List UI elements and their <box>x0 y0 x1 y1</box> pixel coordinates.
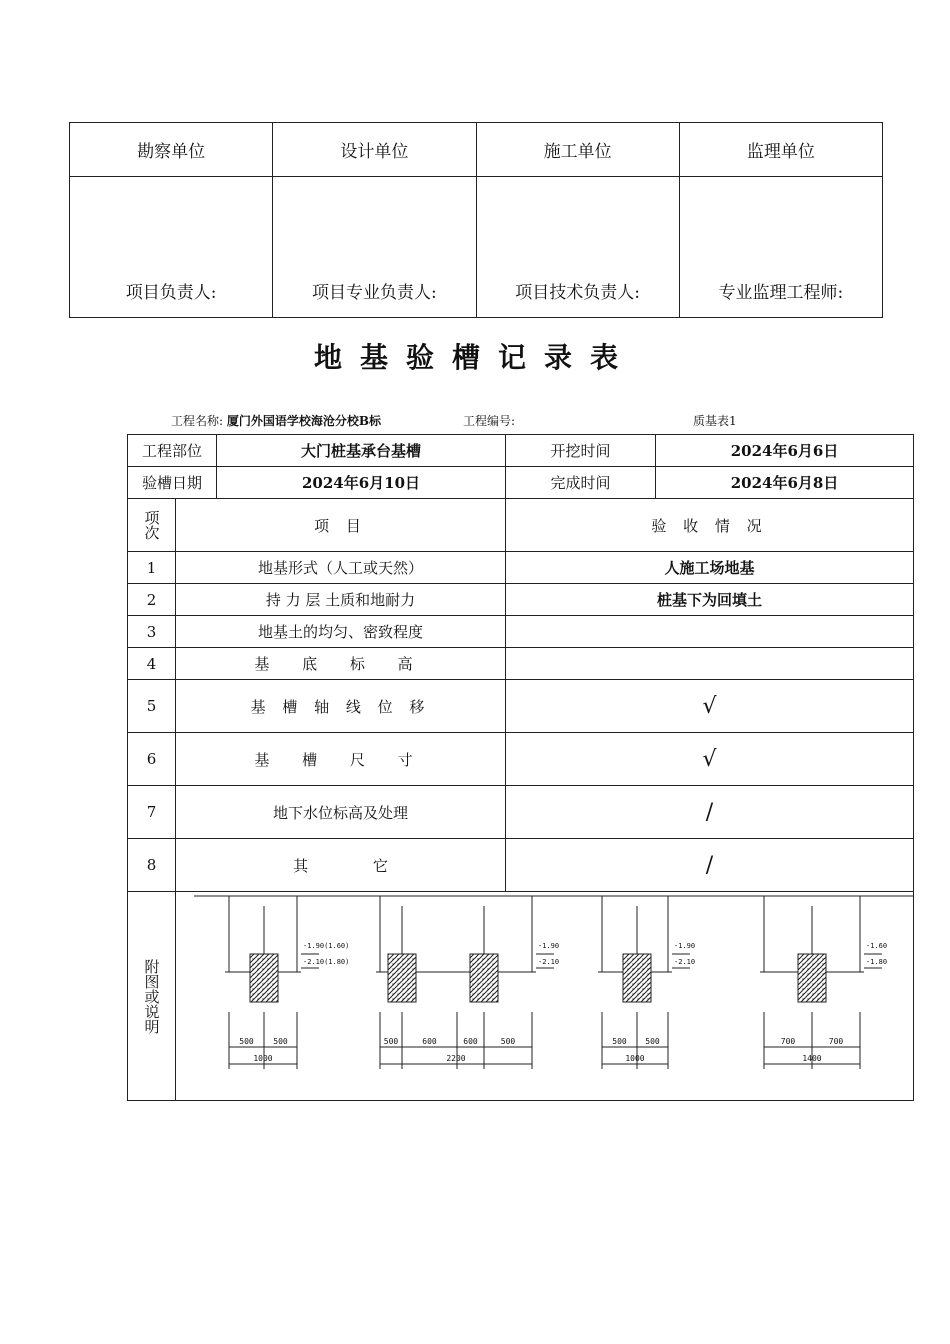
role-tech-leader: 项目技术负责人: <box>476 177 679 318</box>
dim-label: 600 <box>463 1037 478 1046</box>
inspection-table <box>127 434 914 1101</box>
unit-supervision: 监理单位 <box>679 123 882 177</box>
level-mark: -2.10(1.80) <box>303 958 350 966</box>
row-item: 基 槽 轴 线 位 移 <box>176 680 506 733</box>
dim-label: 500 <box>239 1037 254 1046</box>
attach-label: 附图或说明 <box>128 892 176 1101</box>
row-result: √ <box>506 680 914 733</box>
value-location: 大门桩基承台基槽 <box>217 435 506 467</box>
row-item: 地基形式（人工或天然） <box>176 552 506 584</box>
pile <box>798 954 826 1002</box>
pile <box>250 954 278 1002</box>
row-result: √ <box>506 733 914 786</box>
total-dim-label: 1000 <box>625 1054 645 1063</box>
unit-construction: 施工单位 <box>476 123 679 177</box>
dim-label: 500 <box>500 1037 516 1046</box>
project-name-line <box>171 412 381 429</box>
pile <box>623 954 651 1002</box>
label-inspect-date: 验槽日期 <box>128 467 217 499</box>
level-mark: -1.60 <box>866 942 888 950</box>
row-no: 4 <box>128 648 176 680</box>
value-dig-start: 2024年6月6日 <box>656 435 914 467</box>
row-no: 5 <box>128 680 176 733</box>
signature-table <box>69 122 883 318</box>
row-item: 地下水位标高及处理 <box>176 786 506 839</box>
project-name: 厦门外国语学校海沧分校B标 <box>226 414 382 428</box>
row-no: 8 <box>128 839 176 892</box>
label-complete: 完成时间 <box>506 467 656 499</box>
level-mark: -1.90 <box>674 942 696 950</box>
row-result: 人施工场地基 <box>506 552 914 584</box>
row-no: 6 <box>128 733 176 786</box>
page-title: 地基验槽记录表 <box>313 341 636 374</box>
pile <box>388 954 416 1002</box>
form-no: 质基表1 <box>693 414 737 428</box>
row-item: 基 槽 尺 寸 <box>176 733 506 786</box>
dim-label: 500 <box>383 1037 399 1046</box>
dim-label: 500 <box>273 1037 288 1046</box>
total-dim-label: 1400 <box>802 1054 822 1063</box>
header-no: 项次 <box>128 499 176 552</box>
row-item: 持 力 层 土质和地耐力 <box>176 584 506 616</box>
row-result: / <box>506 786 914 839</box>
header-item: 项 目 <box>176 499 506 552</box>
role-project-leader: 项目负责人: <box>70 177 273 318</box>
value-complete: 2024年6月8日 <box>656 467 914 499</box>
dim-label: 500 <box>612 1037 627 1046</box>
foundation-diagram <box>176 892 913 1100</box>
unit-survey: 勘察单位 <box>70 123 273 177</box>
project-no-label: 工程编号: <box>463 414 516 428</box>
row-item: 其 它 <box>176 839 506 892</box>
dim-label: 700 <box>828 1037 844 1046</box>
label-dig-start: 开挖时间 <box>506 435 656 467</box>
row-no: 2 <box>128 584 176 616</box>
level-mark: -2.10 <box>674 958 696 966</box>
value-inspect-date: 2024年6月10日 <box>217 467 506 499</box>
dim-label: 700 <box>780 1037 796 1046</box>
diagram-cell <box>176 892 914 1101</box>
dim-label: 600 <box>422 1037 437 1046</box>
row-result: / <box>506 839 914 892</box>
project-name-label: 工程名称: <box>171 414 224 428</box>
row-item: 地基土的均匀、密致程度 <box>176 616 506 648</box>
level-mark: -1.90(1.60) <box>303 942 350 950</box>
role-supervisor: 专业监理工程师: <box>679 177 882 318</box>
role-design-leader: 项目专业负责人: <box>273 177 476 318</box>
row-no: 1 <box>128 552 176 584</box>
dim-label: 500 <box>645 1037 660 1046</box>
label-location: 工程部位 <box>128 435 217 467</box>
row-no: 3 <box>128 616 176 648</box>
row-item: 基 底 标 高 <box>176 648 506 680</box>
row-result <box>506 648 914 680</box>
level-mark: -2.10 <box>538 958 560 966</box>
pile <box>470 954 498 1002</box>
row-result: 桩基下为回填土 <box>506 584 914 616</box>
header-result: 验 收 情 况 <box>506 499 914 552</box>
row-result <box>506 616 914 648</box>
level-mark: -1.90 <box>538 942 560 950</box>
level-mark: -1.80 <box>866 958 888 966</box>
unit-design: 设计单位 <box>273 123 476 177</box>
total-dim-label: 2200 <box>446 1054 466 1063</box>
total-dim-label: 1000 <box>253 1054 273 1063</box>
row-no: 7 <box>128 786 176 839</box>
